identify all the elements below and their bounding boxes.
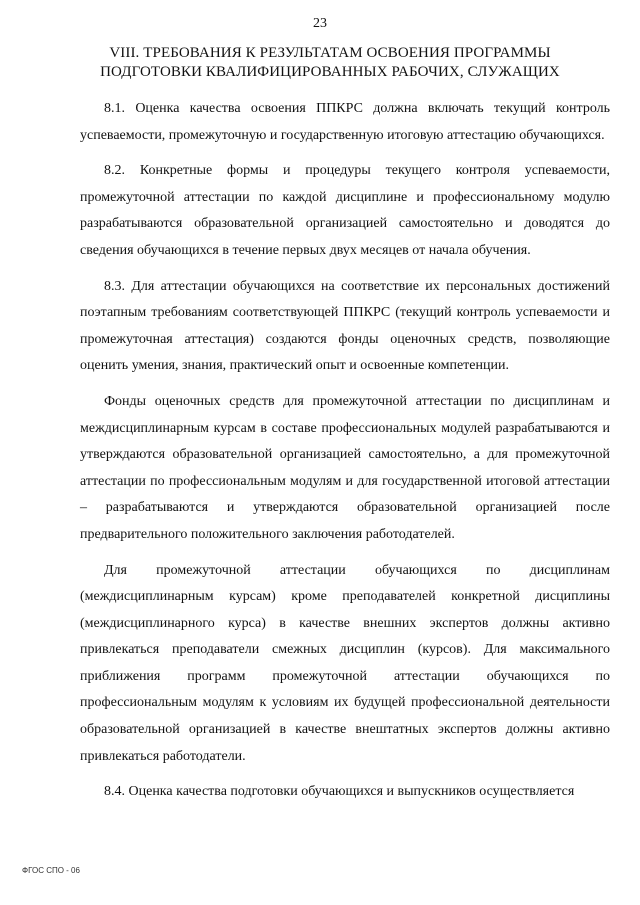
section-heading [60, 44, 600, 82]
page-number: 23 [313, 16, 327, 31]
paragraph-8-1: 8.1. Оценка качества освоения ППКРС должна включать текущий контроль успеваемости, промежуточную и государственную итоговую аттестацию обучающихся. [80, 101, 610, 143]
paragraph-8-3: 8.3. Для аттестации обучающихся на соответствие их персональных достижений поэтапным требованиям соответствующей ППКРС (текущий контроль успеваемости и промежуточная аттестация) создаются фонды оценочных средств, позволяющие оценить умения, знания, практический опыт и освоенные компетенции. [80, 278, 610, 374]
paragraph-8-4: 8.4. Оценка качества подготовки обучающихся и выпускников осуществляется [104, 784, 575, 800]
footer-code: ФГОС СПО - 06 [22, 866, 80, 875]
section-heading-line-1: VIII. ТРЕБОВАНИЯ К РЕЗУЛЬТАТАМ ОСВОЕНИЯ ПРОГРАММЫ [109, 45, 551, 61]
section-heading-line-2: ПОДГОТОВКИ КВАЛИФИЦИРОВАННЫХ РАБОЧИХ, СЛУЖАЩИХ [100, 64, 560, 80]
paragraph-8-2: 8.2. Конкретные формы и процедуры текущего контроля успеваемости, промежуточной аттестации по каждой дисциплине и профессиональному модулю разрабатываются образовательной организацией самостоятельно и доводятся до сведения обучающихся в течение первых двух месяцев от начала обучения. [80, 163, 610, 258]
paragraph-assessment-funds: Фонды оценочных средств для промежуточной аттестации по дисциплинам и междисциплинарным курсам в составе профессиональных модулей разрабатываются и утверждаются образовательной организацией самостоятельно, а для промежуточной аттестации по профессиональным модулям и для государственной итоговой аттестации – разрабатываются и утверждаются образовательной организацией после предварительного положительного заключения работодателей. [80, 393, 610, 542]
document-body [80, 96, 610, 806]
paragraph-external-experts: Для промежуточной аттестации обучающихся по дисциплинам (междисциплинарным курсам) кроме преподавателей конкретной дисциплины (междисциплинарного курса) в качестве внешних экспертов должны активно привлекаться преподаватели смежных дисциплин (курсов). Для максимального приближения программ промежуточной аттестации обучающихся по профессиональным модулям к условиям их будущей профессиональной деятельности образовательной организацией в качестве внештатных экспертов должны активно привлекаться работодатели. [80, 562, 610, 764]
